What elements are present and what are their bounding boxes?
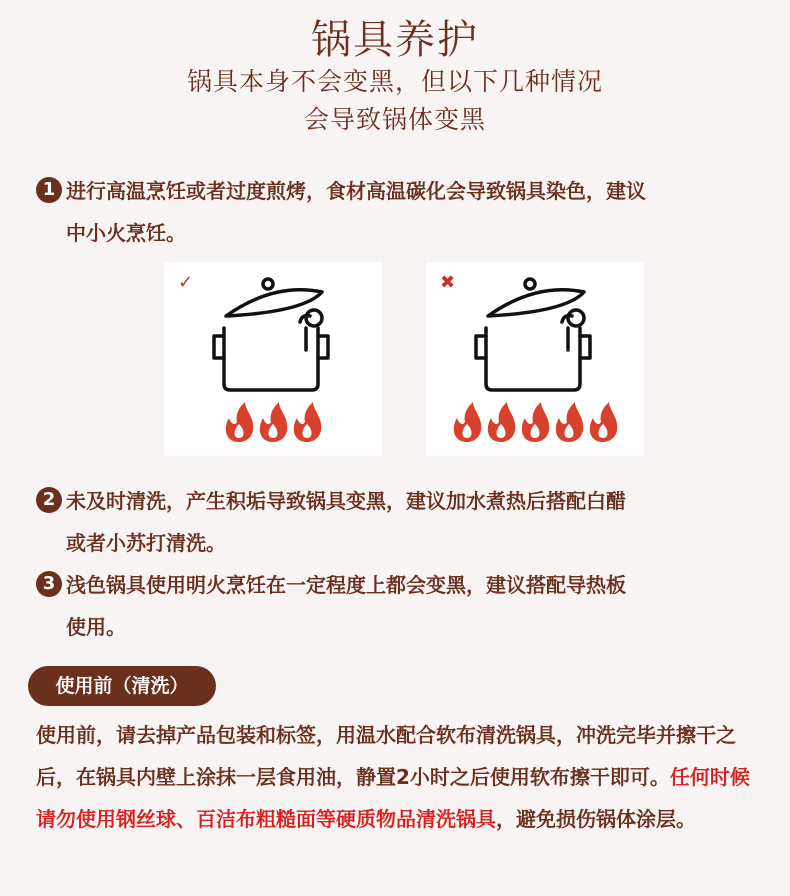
- tip-text: 未及时清洗，产生积垢导致锅具变黑，建议加水煮热后搭配白醋: [66, 489, 626, 513]
- paragraph-text: 使用前，请去掉产品包装和标签，用温水配合软布清洗锅具，冲洗完毕并擦干之后，在锅具内壁上涂抹一层食用油，静置2小时之后使用软布擦干即可。: [36, 723, 736, 789]
- flame-icon: [556, 402, 583, 442]
- flame-icon: [488, 402, 515, 442]
- flame-icon: [294, 402, 321, 442]
- subtitle-line-2: 会导致锅体变黑: [303, 105, 486, 134]
- wrong-heat-panel: [426, 262, 644, 456]
- tip-item-3: [36, 564, 776, 648]
- flame-icon: [590, 402, 617, 442]
- section-badge: 使用前（清洗）: [28, 666, 216, 706]
- tip-text: 浅色锅具使用明火烹饪在一定程度上都会变黑，建议搭配导热板: [66, 573, 626, 597]
- correct-heat-panel: [164, 262, 382, 456]
- subtitle-line-1: 锅具本身不会变黑，但以下几种情况: [186, 67, 603, 96]
- page-title: 锅具养护: [311, 17, 479, 63]
- tip-text: 进行高温烹饪或者过度煎烤，食材高温碳化会导致锅具染色，建议: [66, 179, 646, 203]
- tip-text-cont: 使用。: [66, 615, 126, 639]
- pot-icon: [164, 262, 382, 456]
- check-icon: ✓: [178, 272, 194, 293]
- flame-icon: [226, 402, 253, 442]
- tip-text-cont: 或者小苏打清洗。: [66, 531, 226, 555]
- flame-icon: [454, 402, 481, 442]
- number-badge: 1: [36, 177, 62, 203]
- tip-text-cont: 中小火烹饪。: [66, 221, 186, 245]
- warning-text: 任何时候请勿使用钢丝球、百洁布粗糙面等硬质物品清洗锅具: [36, 765, 750, 831]
- pot-icon: [426, 262, 644, 456]
- cross-icon: ✖: [440, 272, 456, 293]
- number-badge: 2: [36, 487, 62, 513]
- tip-item-2: [36, 480, 776, 564]
- flame-icon: [260, 402, 287, 442]
- flame-icon: [522, 402, 549, 442]
- usage-paragraph: [36, 714, 766, 840]
- paragraph-text-end: ，避免损伤锅体涂层。: [496, 807, 696, 831]
- tip-item-1: [36, 170, 776, 254]
- number-badge: 3: [36, 571, 62, 597]
